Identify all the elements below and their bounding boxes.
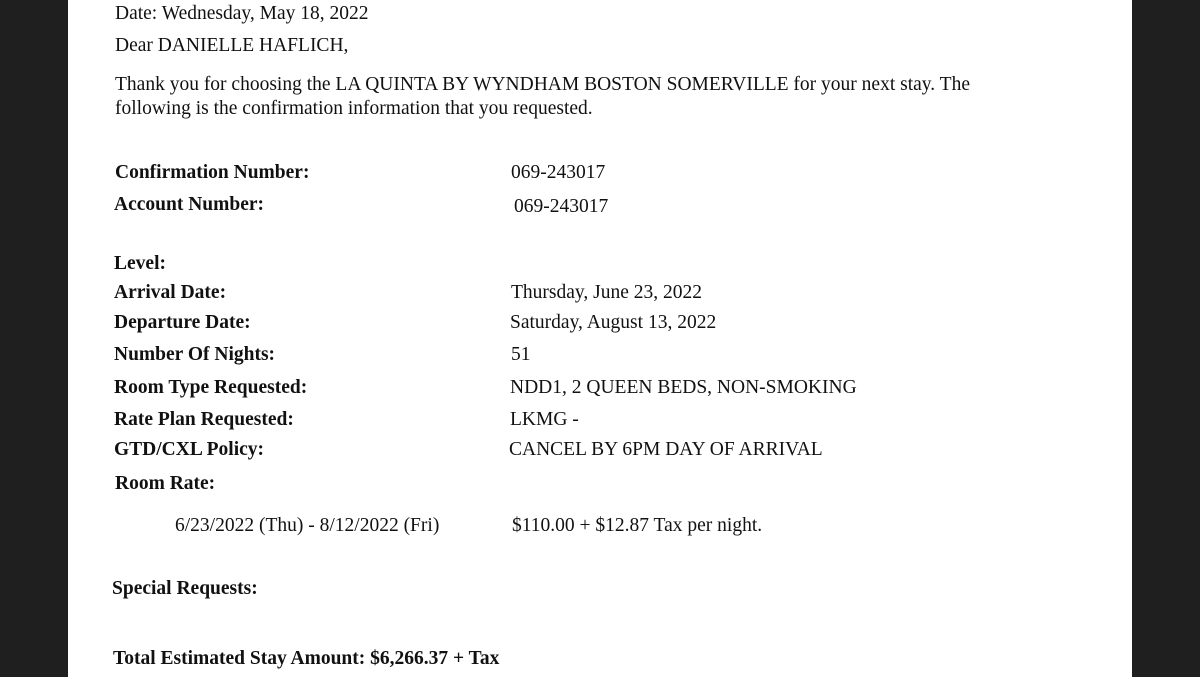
special-requests-label: Special Requests: xyxy=(112,578,258,599)
rate-plan-value: LKMG - xyxy=(510,409,579,430)
room-rate-value: $110.00 + $12.87 Tax per night. xyxy=(512,515,763,536)
arrival-date-label: Arrival Date: xyxy=(114,282,227,303)
room-rate-period: 6/23/2022 (Thu) - 8/12/2022 (Fri) xyxy=(175,515,440,536)
rate-plan-label: Rate Plan Requested: xyxy=(114,409,294,430)
room-type-label: Room Type Requested: xyxy=(114,377,308,398)
room-rate-label: Room Rate: xyxy=(115,473,216,494)
number-of-nights-value: 51 xyxy=(511,344,531,365)
confirmation-number-value: 069-243017 xyxy=(511,162,606,183)
confirmation-number-label: Confirmation Number: xyxy=(115,162,310,183)
gtd-cxl-policy-label: GTD/CXL Policy: xyxy=(114,439,265,460)
number-of-nights-label: Number Of Nights: xyxy=(114,344,276,365)
letter-intro-line-2: following is the confirmation information that you requested. xyxy=(115,98,593,119)
level-label: Level: xyxy=(114,253,166,274)
document-page xyxy=(68,0,1132,677)
gtd-cxl-policy-value: CANCEL BY 6PM DAY OF ARRIVAL xyxy=(509,439,823,460)
arrival-date-value: Thursday, June 23, 2022 xyxy=(511,282,703,303)
account-number-label: Account Number: xyxy=(114,194,265,215)
letter-salutation: Dear DANIELLE HAFLICH, xyxy=(115,35,349,56)
departure-date-value: Saturday, August 13, 2022 xyxy=(510,312,717,333)
letter-date: Date: Wednesday, May 18, 2022 xyxy=(115,3,369,24)
room-type-value: NDD1, 2 QUEEN BEDS, NON-SMOKING xyxy=(510,377,857,398)
total-estimated-stay-amount: Total Estimated Stay Amount: $6,266.37 + Tax xyxy=(113,648,500,669)
account-number-value: 069-243017 xyxy=(514,196,609,217)
departure-date-label: Departure Date: xyxy=(114,312,251,333)
letter-intro-line-1: Thank you for choosing the LA QUINTA BY WYNDHAM BOSTON SOMERVILLE for your next stay. The xyxy=(115,74,970,95)
